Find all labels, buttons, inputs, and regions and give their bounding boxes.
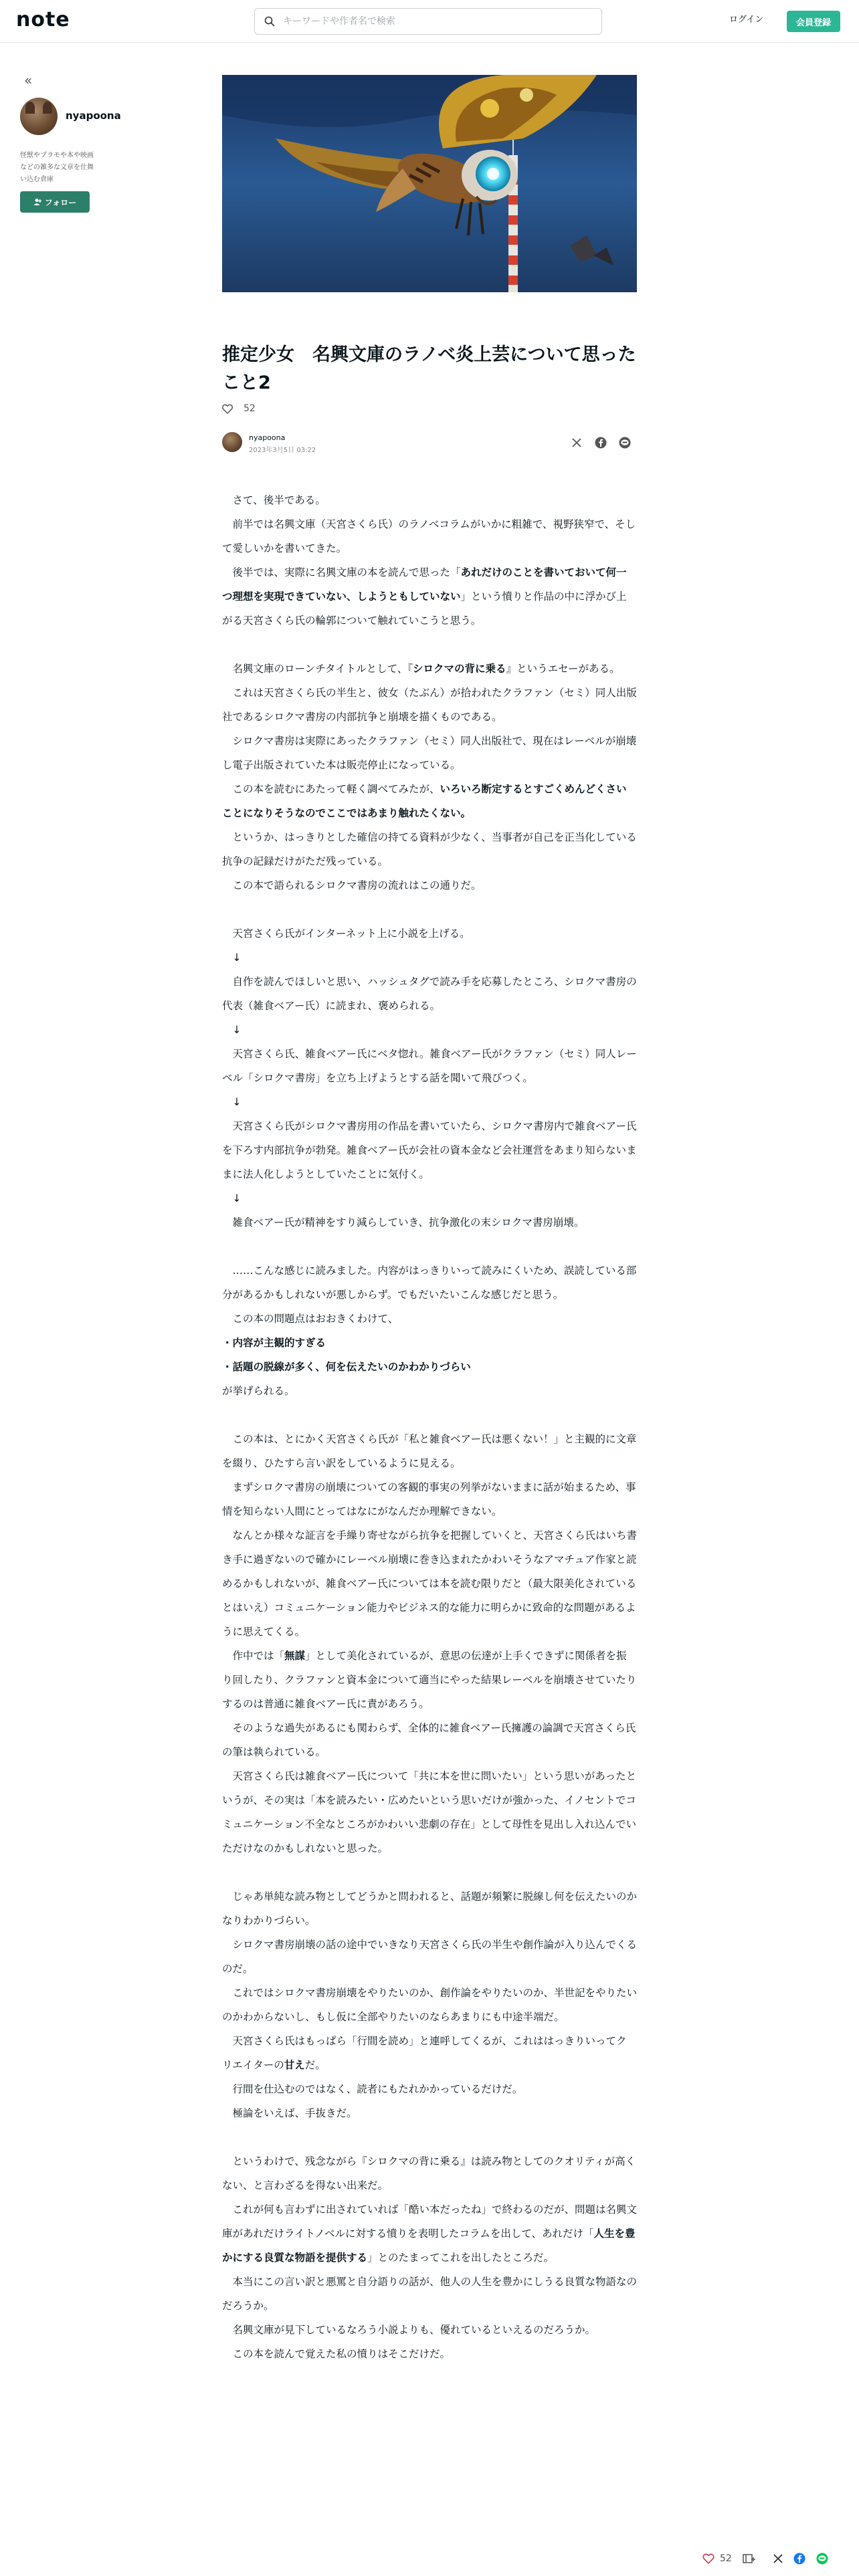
paragraph-text: 天宮さくら氏はもっぱら「行間を読め」と連呼してくるが、これははっきりいってクリエイターの <box>222 2035 627 2071</box>
heart-icon[interactable] <box>222 404 233 414</box>
collapse-sidebar-icon[interactable]: « <box>24 72 33 88</box>
paragraph-text: この本を読むにあたって軽く調べてみたが、 <box>222 783 440 795</box>
heart-icon <box>702 2553 714 2564</box>
login-link[interactable]: ログイン <box>729 15 764 25</box>
like-count: 52 <box>244 403 256 414</box>
article-paragraph: これではシロクマ書房崩壊をやりたいのか、創作論をやりたいのか、半世記をやりたいのかわからないし、もし仮に全部やりたいのならあまりにも中途半端だ。 <box>222 1987 638 2023</box>
paragraph-spacer <box>222 2125 637 2149</box>
float-share-line-icon[interactable] <box>816 2553 828 2565</box>
article-paragraph <box>222 560 637 633</box>
article-paragraph: というか、はっきりとした確信の持てる資料が少なく、当事者が自己を正当化している抗争の記録だけがただ残っている。 <box>222 831 637 867</box>
article-meta <box>222 432 637 456</box>
share-x-icon[interactable] <box>570 436 583 449</box>
paragraph-spacer <box>222 1403 637 1427</box>
article-paragraph <box>222 1331 637 1355</box>
article-paragraph: なんとか様々な証言を手繰り寄せながら抗争を把握していくと、天宮さくら氏はいち書き手に過ぎないので確かにレーベル崩壊に巻き込まれたかわいそうなアマチュア作家と読めるかもしれないが、雑食ベアー氏については本を読む限りだと（最大限美化されているとはいえ）コミュニケーション能力やビジネス的な能力に明らかに致命的な問題があるように思えてくる。 <box>222 1529 638 1638</box>
paragraph-emphasis: 人生を豊かにする良質な物語を提供する <box>222 2228 636 2264</box>
paragraph-spacer <box>222 633 637 657</box>
float-like-button[interactable] <box>702 2553 732 2564</box>
article-paragraph: が挙げられる。 <box>222 1385 295 1397</box>
article-paragraph: じゃあ単純な読み物としてどうかと問われると、話題が頻繁に脱線し何を伝えたいのかなりわかりづらい。 <box>222 1891 638 1927</box>
share-line-icon[interactable] <box>618 436 632 449</box>
paragraph-spacer <box>222 1235 637 1259</box>
article-paragraph <box>222 2029 637 2077</box>
article-paragraph: そのような過失があるにも関わらず、全体的に雑食ベアー氏擁護の論調で天宮さくら氏の筆は執られている。 <box>222 1722 636 1758</box>
paragraph-text: 』というエセーがある。 <box>506 663 620 675</box>
article-paragraph: 天宮さくら氏は雑食ベアー氏について「共に本を世に問いたい」という思いがあったというが、その実は「本を読みたい・広めたいという思いだけが強かった、イノセントでコミュニケーション不全なところがかわいい悲劇の存在」として母性を見出し入れ込んでいただけなのかもしれないと思った。 <box>222 1770 637 1854</box>
share-facebook-icon[interactable] <box>594 436 607 449</box>
paragraph-text: 」として美化されているが、意思の伝達が上手くできずに関係者を振り回したり、クラファンと資本金について適当にやった結果レーベルを崩壊させていたりするのは普通に雑食ベアー氏に責があろう。 <box>222 1650 637 1710</box>
article-paragraph <box>222 1644 637 1716</box>
article-paragraph: この本の問題点はおおきくわけて、 <box>222 1313 399 1325</box>
paragraph-emphasis: ・話題の脱線が多く、何を伝えたいのかわかりづらい <box>222 1361 471 1373</box>
article-paragraph: ↓ <box>222 1192 242 1204</box>
article-title: 推定少女 名興文庫のラノベ炎上芸について思ったこと2 <box>222 344 636 393</box>
author-bio: 怪獣やプラモや本や映画などの雑多な文章を仕舞い込む倉庫 <box>20 152 94 183</box>
article-paragraph: ……こんな感じに読みました。内容がはっきりいって読みにくいため、誤読している部分があるかもしれないが悪しからず。でもだいたいこんな感じだと思う。 <box>222 1265 637 1301</box>
follow-label: フォロー <box>44 197 77 207</box>
article-paragraph: ↓ <box>222 1096 242 1108</box>
article-paragraph: この本は、とにかく天宮さくら氏が「私と雑食ベアー氏は悪くない！」と主観的に文章を綴り、ひたすら言い訳をしているように見える。 <box>222 1433 637 1469</box>
float-share-x-icon[interactable] <box>773 2554 783 2563</box>
paragraph-emphasis: あれだけのことを書いておいて何一つ理想を実現できていない、しようともしていない <box>222 566 627 603</box>
site-header <box>0 0 859 43</box>
article-paragraph: 極論をいえば、手抜きだ。 <box>222 2107 357 2119</box>
article-paragraph: 本当にこの言い訳と悪罵と自分語りの話が、他人の人生を豊かにしうる良質な物語なのだろうか。 <box>222 2276 638 2312</box>
article-paragraph <box>222 657 637 681</box>
paragraph-text: 名興文庫のローンチタイトルとして、『 <box>222 663 413 675</box>
signup-button[interactable]: 会員登録 <box>787 11 840 32</box>
article-paragraph: 前半では名興文庫（天宮さくら氏）のラノベコラムがいかに粗雑で、視野狭窄で、そして愛しいかを書いてきた。 <box>222 518 636 554</box>
article-paragraph: 天宮さくら氏がインターネット上に小説を上げる。 <box>222 928 470 940</box>
article-paragraph: シロクマ書房崩壊の話の途中でいきなり天宮さくら氏の半生や創作論が入り込んでくるのだ。 <box>222 1939 638 1975</box>
paragraph-text: 」とのたまってこれを出したところだ。 <box>367 2252 555 2264</box>
article-paragraph: この本を読んで覚えた私の憤りはそこだけだ。 <box>222 2348 451 2360</box>
paragraph-emphasis: シロクマの背に乗る <box>413 663 506 675</box>
article-paragraph: というわけで、残念ながら『シロクマの背に乗る』は読み物としてのクオリティが高くない、と言わざるを得ない出来だ。 <box>222 2155 636 2191</box>
article-eyecatch-image <box>222 75 637 292</box>
paragraph-emphasis: いろいろ断定するとすごくめんどくさいことになりそうなのでここではあまり触れたくない。 <box>222 783 627 819</box>
search-box[interactable] <box>254 8 602 35</box>
search-icon <box>264 16 275 27</box>
follow-button[interactable] <box>20 191 90 213</box>
article-paragraph: 名興文庫が見下しているなろう小説よりも、優れているといえるのだろうか。 <box>222 2324 596 2336</box>
floating-action-bar <box>702 2548 850 2569</box>
like-counter[interactable] <box>222 403 256 414</box>
paragraph-text: これが何も言わずに出されていれば「酷い本だったね」で終わるのだが、問題は名興文庫があれだけライトノベルに対する憤りを表明したコラムを出して、あれだけ「 <box>222 2204 638 2240</box>
paragraph-spacer <box>222 897 637 922</box>
article-paragraph: さて、後半である。 <box>222 494 326 506</box>
publish-date: 2023年3月5日 03:22 <box>249 447 316 454</box>
article-paragraph: 天宮さくら氏がシロクマ書房用の作品を書いていたら、シロクマ書房内で雑食ベアー氏を下ろす内部抗争が勃発。雑食ベアー氏が会社の資本金など会社運営をあまり知らないままに法人化しようとしていたことに気付く。 <box>222 1120 637 1180</box>
article-paragraph: ↓ <box>222 1024 242 1036</box>
paragraph-text: 作中では「 <box>222 1650 285 1662</box>
article-paragraph: 天宮さくら氏、雑食ベアー氏にベタ惚れ。雑食ベアー氏がクラファン（セミ）同人レーベル「シロクマ書房」を立ち上げようとする話を聞いて飛びつく。 <box>222 1048 637 1084</box>
meta-author-name[interactable]: nyapoona <box>249 433 286 442</box>
article-paragraph: これは天宮さくら氏の半生と、彼女（たぶん）が拾われたクラファン（セミ）同人出版社であるシロクマ書房の内部抗争と崩壊を描くものである。 <box>222 687 637 723</box>
paragraph-emphasis: 甘え <box>284 2059 305 2071</box>
article-paragraph: ↓ <box>222 952 242 964</box>
author-avatar[interactable] <box>20 98 58 135</box>
article-paragraph: 自作を読んでほしいと思い、ハッシュタグで読み手を応募したところ、シロクマ書房の代表（雑食ベアー氏）に読まれ、褒められる。 <box>222 976 637 1012</box>
paragraph-text: 後半では、実際に名興文庫の本を読んで思った「 <box>222 566 461 578</box>
note-logo[interactable]: note <box>16 8 70 31</box>
paragraph-text: 」という憤りと作品の中に浮かび上がる天宮さくら氏の輪郭について触れていこうと思う。 <box>222 591 627 627</box>
article-paragraph: まずシロクマ書房の崩壊についての客観的事実の列挙がないままに話が始まるため、事情を知らない人間にとってはなにがなんだか理解できない。 <box>222 1481 636 1517</box>
paragraph-text: だ。 <box>304 2059 326 2071</box>
magazine-add-icon[interactable] <box>743 2553 756 2564</box>
article-body <box>222 488 637 2366</box>
paragraph-emphasis: 無謀 <box>284 1650 306 1662</box>
article-paragraph <box>222 1355 637 1379</box>
float-share-facebook-icon[interactable] <box>793 2553 805 2565</box>
author-avatar-small[interactable] <box>222 432 242 452</box>
search-input[interactable] <box>283 16 577 27</box>
float-like-count: 52 <box>720 2553 732 2564</box>
article-paragraph <box>222 2197 637 2270</box>
kaiju-moth-illustration <box>222 75 637 292</box>
add-user-icon <box>33 198 41 206</box>
paragraph-spacer <box>222 1860 637 1885</box>
article-paragraph: 行間を仕込むのではなく、読者にもたれかかっているだけだ。 <box>222 2083 523 2095</box>
article-paragraph <box>222 777 637 825</box>
article-paragraph: この本で語られるシロクマ書房の流れはこの通りだ。 <box>222 879 482 891</box>
article-paragraph: 雑食ベアー氏が精神をすり減らしていき、抗争激化の末シロクマ書房崩壊。 <box>222 1216 585 1228</box>
article-paragraph: シロクマ書房は実際にあったクラファン（セミ）同人出版社で、現在はレーベルが崩壊し電子出版されていた本は販売停止になっている。 <box>222 735 637 771</box>
author-name[interactable]: nyapoona <box>66 110 121 122</box>
paragraph-emphasis: ・内容が主観的すぎる <box>222 1337 326 1349</box>
